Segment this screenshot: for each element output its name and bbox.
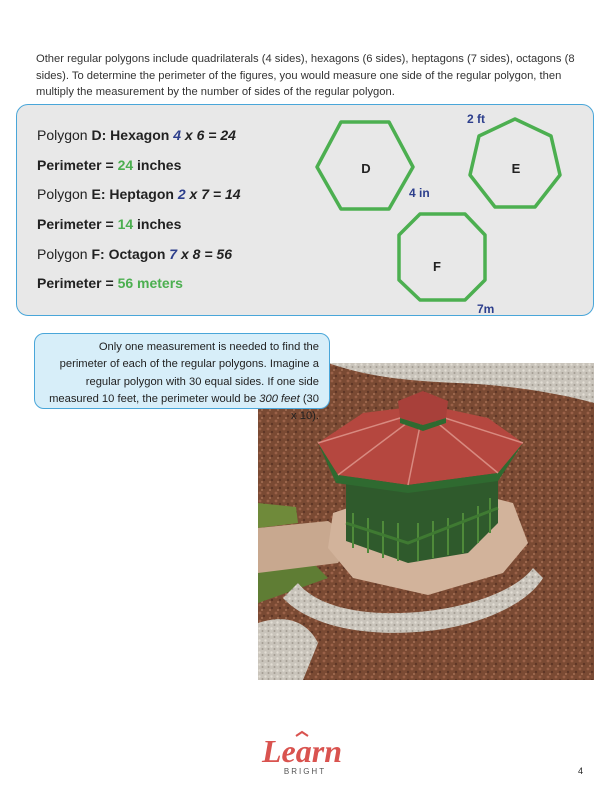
side-length: 7 xyxy=(169,246,178,262)
polygon-prefix: Polygon xyxy=(37,186,92,202)
callout-text xyxy=(49,339,319,425)
heptagon-e-label: E xyxy=(511,161,521,176)
polygon-d-formula: Polygon D: Hexagon 4 x 6 = 24 xyxy=(37,127,236,143)
perimeter-label: Perimeter = xyxy=(37,275,118,291)
product-result: 56 xyxy=(216,246,232,262)
polygon-letter: E xyxy=(91,186,101,202)
polygon-f-formula: Polygon F: Octagon 7 x 8 = 56 xyxy=(37,246,232,262)
side-length: 2 xyxy=(177,186,186,202)
side-count: 8 xyxy=(192,246,201,262)
perimeter-unit: inches xyxy=(137,157,182,173)
polygon-name: Heptagon xyxy=(109,186,174,202)
product-result: 24 xyxy=(220,127,236,143)
callout-text-end: (30 x 10). xyxy=(291,392,319,423)
product-result: 14 xyxy=(224,186,241,202)
heptagon-e-measure: 2 ft xyxy=(467,112,485,126)
perimeter-value: 14 xyxy=(117,216,134,232)
perimeter-value: 56 meters xyxy=(117,275,183,291)
polygon-name: Octagon xyxy=(108,246,166,262)
perimeter-value: 24 xyxy=(117,157,134,173)
polygon-letter: F xyxy=(91,246,101,262)
logo-word: Learn xyxy=(262,733,342,769)
side-count: 6 xyxy=(196,127,205,143)
side-count: 7 xyxy=(201,186,210,202)
polygon-shapes xyxy=(17,105,593,315)
callout-text-main: Only one measurement is needed to find the perimeter of each of the regular polygons. Imagine a regular polygon with 30 equal sides. If one side measured 10 feet, the perimeter would be xyxy=(49,341,319,405)
polygon-e-formula: Polygon E: Heptagon 2 x 7 = 14 xyxy=(37,186,241,202)
logo-graphic xyxy=(250,728,360,778)
callout-emphasis: 300 feet xyxy=(259,392,300,405)
polygon-colon: : xyxy=(100,246,109,262)
hexagon-d-label: D xyxy=(361,161,371,176)
polygon-prefix: Polygon xyxy=(37,246,92,262)
polygon-colon: : xyxy=(100,186,110,202)
hexagon-d-measure: 4 in xyxy=(409,186,430,200)
logo-subtext: BRIGHT xyxy=(283,767,327,776)
polygon-examples-panel xyxy=(16,104,594,316)
intro-paragraph: Other regular polygons include quadrilaterals (4 sides), hexagons (6 sides), heptagons (7 sides), octagons (8 sides). To determine the perimeter of the figures, you would measure one side of the regular polygon, then multiply the measurement by the number of sides of the regular polygon. xyxy=(36,53,575,99)
octagon-f-label: F xyxy=(433,259,441,274)
octagon-f-measure: 7m xyxy=(477,302,495,315)
perimeter-unit: inches xyxy=(137,216,182,232)
page-number: 4 xyxy=(578,766,584,776)
perimeter-label: Perimeter = xyxy=(37,157,118,173)
octagon-f-shape xyxy=(399,214,485,300)
side-length: 4 xyxy=(173,127,181,143)
polygon-colon: : xyxy=(101,127,111,143)
learn-bright-logo xyxy=(250,728,360,778)
polygon-letter: D xyxy=(91,127,102,143)
polygon-prefix: Polygon xyxy=(37,127,92,143)
perimeter-label: Perimeter = xyxy=(37,216,118,232)
polygon-name: Hexagon xyxy=(110,127,170,143)
callout-box xyxy=(34,333,330,423)
